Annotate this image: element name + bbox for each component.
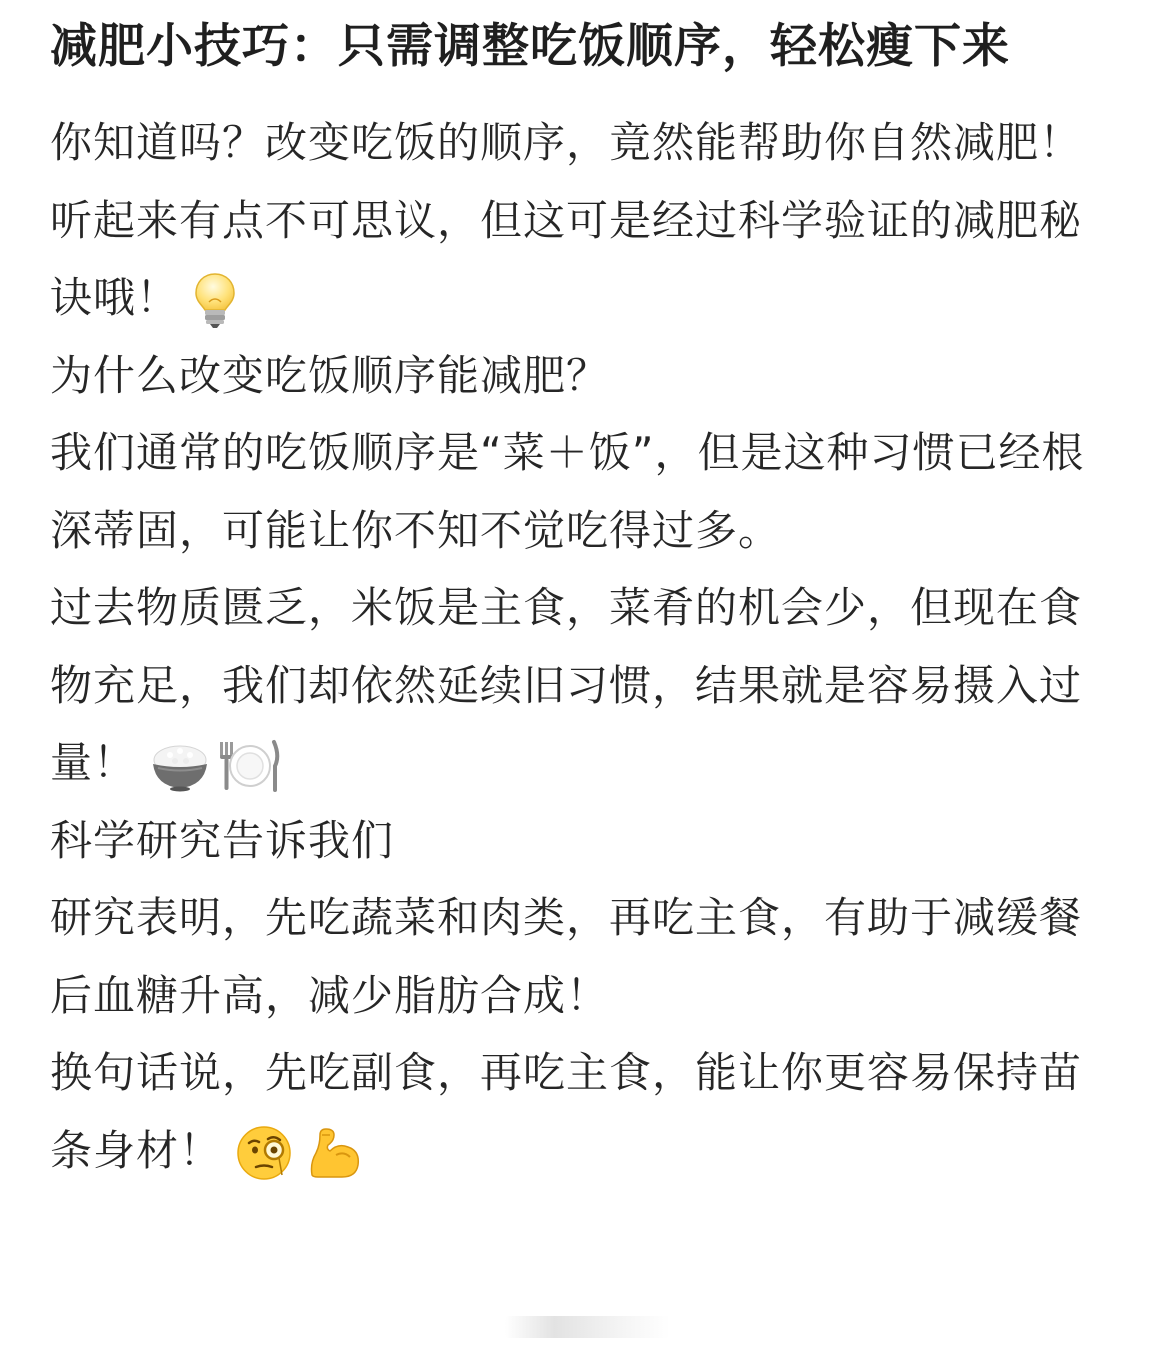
watermark [505,1316,670,1338]
paragraph-text: 你知道吗？改变吃饭的顺序，竟然能帮助你自然减肥！ [50,118,1083,167]
paragraph-7 [50,879,1110,1034]
paragraph-2 [50,182,1110,337]
article [50,14,1110,1189]
face-with-monocle-icon [236,1125,292,1181]
paragraph-text: 换句话说，先吃副食，再吃主食，能让你更容易保持苗条身材！ [50,1048,1083,1175]
article-title: 减肥小技巧：只需调整吃饭顺序，轻松瘦下来 [50,19,1010,74]
paragraph-text: 研究表明，先吃蔬菜和肉类，再吃主食，有助于减缓餐后血糖升高，减少脂肪合成！ [50,893,1083,1020]
paragraph-text: 为什么改变吃饭顺序能减肥？ [50,350,610,400]
paragraph-3 [50,337,1110,415]
paragraph-5 [50,569,1110,802]
fork-knife-plate-icon [216,738,280,794]
paragraph-text: 我们通常的吃饭顺序是“菜＋饭”，但是这种习惯已经根深蒂固，可能让你不知不觉吃得过多。 [50,428,1085,555]
paragraph-text: 过去物质匮乏，米饭是主食，菜肴的机会少，但现在食物充足，我们却依然延续旧习惯，结果就是容易摄入过量！ [50,583,1083,787]
paragraph-text: 科学研究告诉我们 [50,815,395,865]
flexed-biceps-icon [306,1125,362,1181]
light-bulb-icon [193,272,237,330]
paragraph-6 [50,802,1110,880]
paragraph-4 [50,414,1110,569]
paragraph-text: 听起来有点不可思议，但这可是经过科学验证的减肥秘诀哦！ [50,195,1083,322]
rice-bowl-icon [150,740,210,792]
paragraph-1 [50,104,1110,182]
paragraph-8 [50,1034,1110,1189]
